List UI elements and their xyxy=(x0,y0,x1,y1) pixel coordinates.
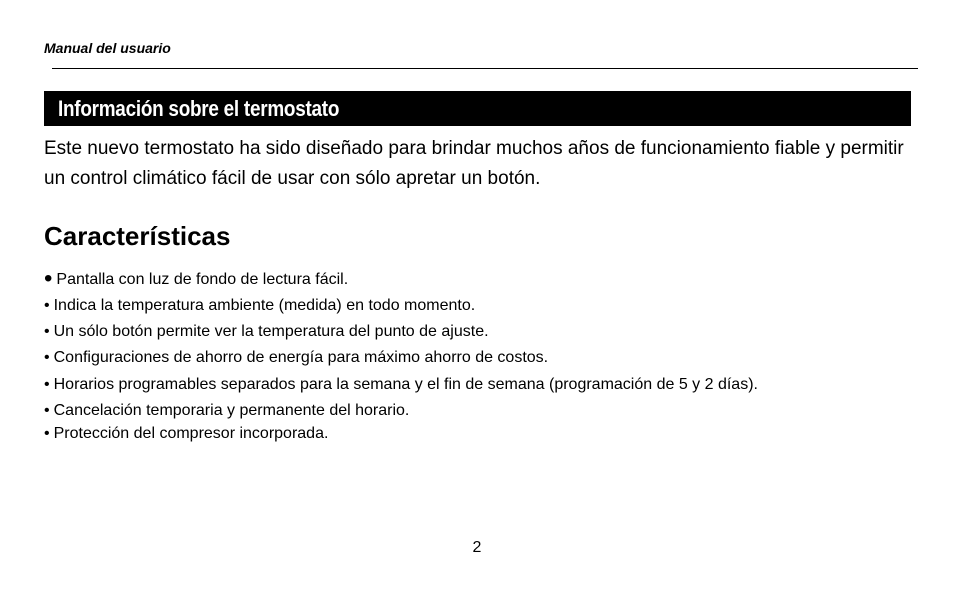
feature-item xyxy=(44,402,409,420)
feature-text: Horarios programables separados para la semana y el fin de semana (programación de 5 y 2 días). xyxy=(53,376,758,393)
intro-paragraph: Este nuevo termostato ha sido diseñado para brindar muchos años de funcionamiento fiable y permitir un control climático fácil de usar con sólo apretar un botón. xyxy=(44,138,904,189)
features-heading: Características xyxy=(44,221,231,251)
feature-text: Cancelación temporaria y permanente del horario. xyxy=(53,402,410,419)
feature-text: Protección del compresor incorporada. xyxy=(53,425,329,442)
feature-item xyxy=(44,376,758,394)
section-title: Información sobre el termostato xyxy=(58,95,340,121)
feature-text: Indica la temperatura ambiente (medida) en todo momento. xyxy=(53,297,476,314)
feature-text: Pantalla con luz de fondo de lectura fácil. xyxy=(56,271,349,288)
feature-item xyxy=(44,425,328,443)
feature-item xyxy=(44,265,348,293)
bullet-icon: • xyxy=(44,376,50,393)
section-title-bar xyxy=(44,91,911,126)
feature-item xyxy=(44,349,548,367)
running-header: Manual del usuario xyxy=(44,40,171,56)
bullet-icon: • xyxy=(44,323,50,340)
feature-text: Un sólo botón permite ver la temperatura del punto de ajuste. xyxy=(53,323,489,340)
header-rule xyxy=(52,68,918,69)
feature-item xyxy=(44,297,475,315)
bullet-icon: • xyxy=(44,425,50,442)
bullet-icon: • xyxy=(44,265,53,292)
feature-text: Configuraciones de ahorro de energía para máximo ahorro de costos. xyxy=(53,349,549,366)
bullet-icon: • xyxy=(44,349,50,366)
page-number: 2 xyxy=(472,539,482,556)
bullet-icon: • xyxy=(44,402,50,419)
feature-item xyxy=(44,323,489,341)
bullet-icon: • xyxy=(44,297,50,314)
